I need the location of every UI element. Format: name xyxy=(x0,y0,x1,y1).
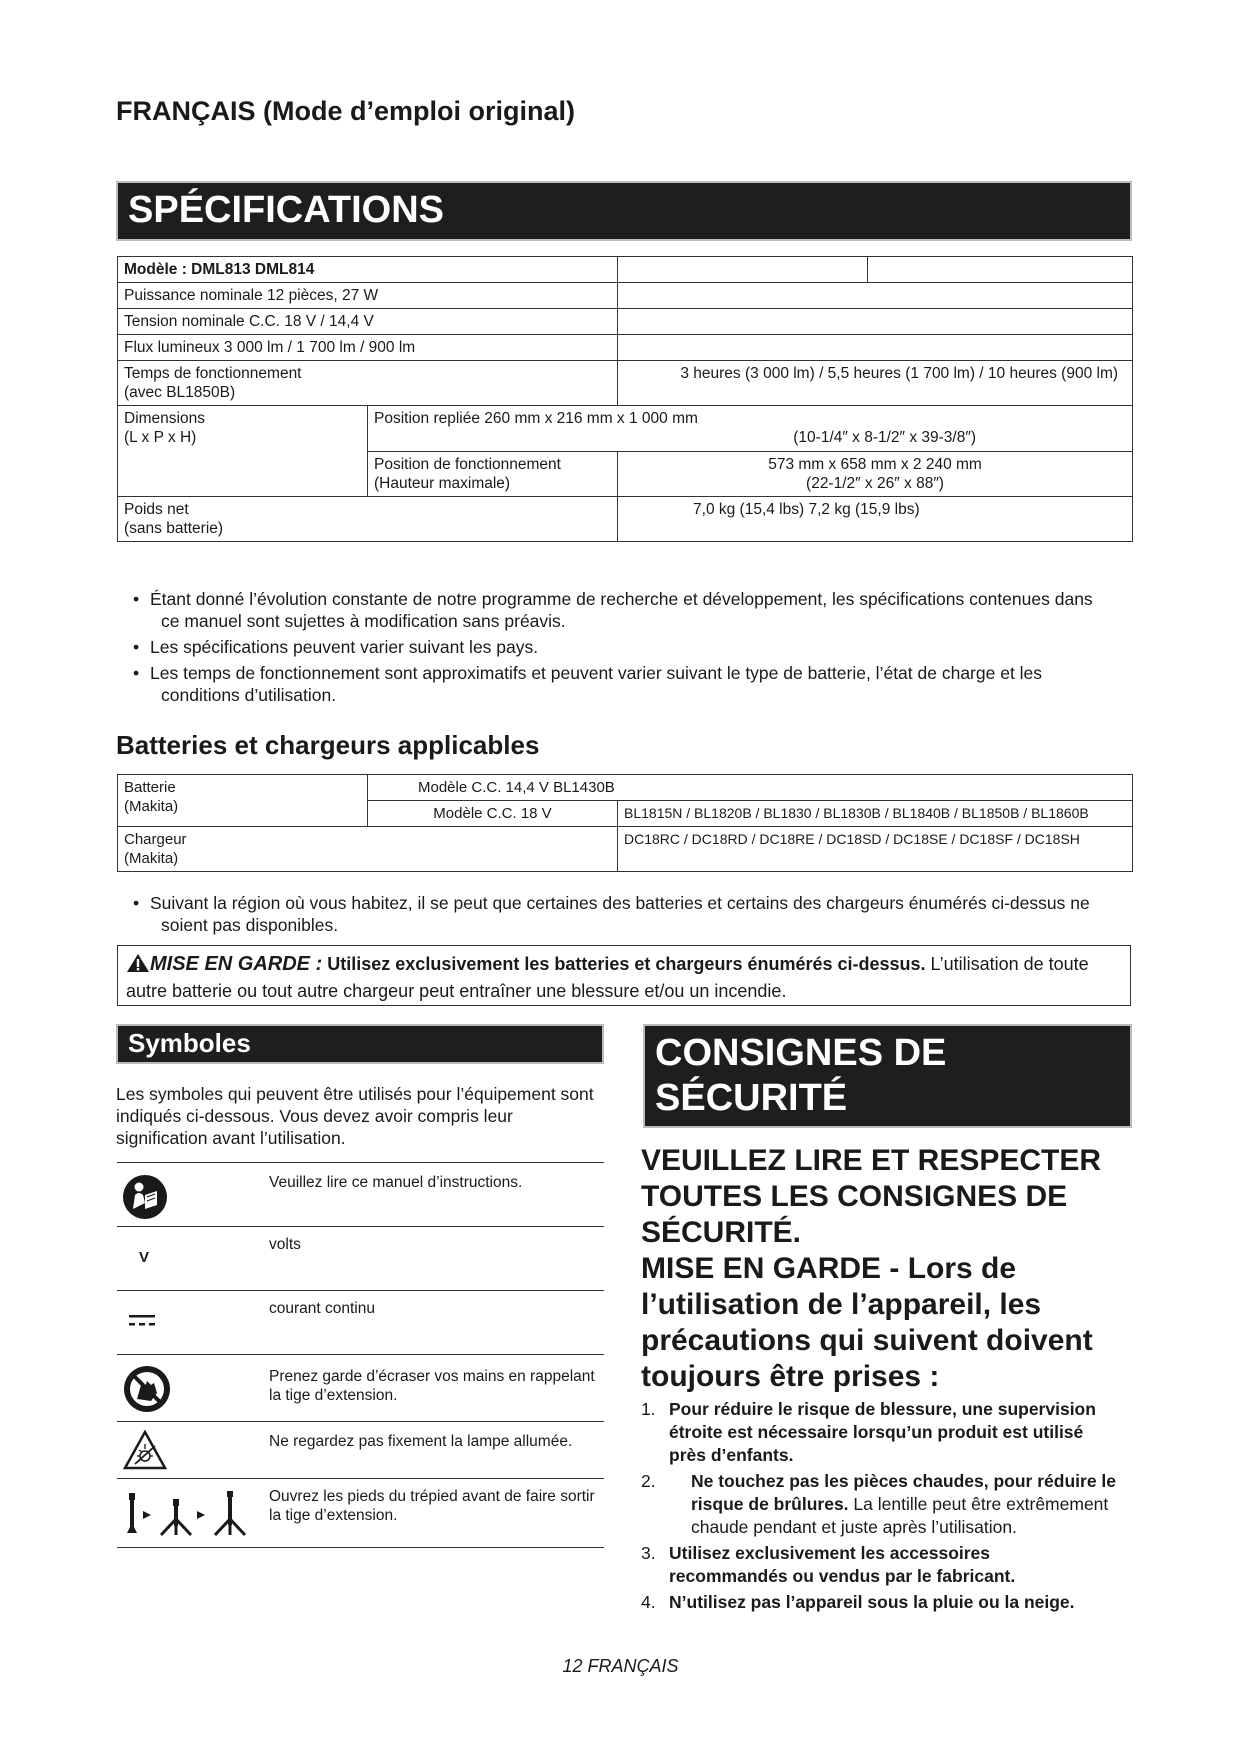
battery-label: Batterie xyxy=(124,779,176,796)
hand-crush-icon xyxy=(121,1363,173,1420)
symbol-row xyxy=(117,1479,604,1548)
spec-row-voltage xyxy=(118,309,1133,335)
spec-working-imperial: (22-1/2″ x 26″ x 88″) xyxy=(806,475,944,492)
direct-current-icon xyxy=(127,1313,157,1334)
charger-sublabel: (Makita) xyxy=(124,850,179,867)
symbol-text: Prenez garde d’écraser vos mains en rappelant la tige d’extension. xyxy=(269,1368,595,1404)
spec-runtime-sublabel: (avec BL1850B) xyxy=(124,384,236,401)
battery-dc18-models: BL1815N / BL1820B / BL1830 / BL1830B / BL1840B / BL1850B / BL1860B xyxy=(618,801,1133,827)
spec-folded-label: Position repliée 260 mm x 216 mm x 1 000 mm xyxy=(374,410,698,427)
safety-item-text: La lentille peut être extrêmement chaude pendant et juste après l’utilisation. xyxy=(691,1494,1109,1537)
spec-model-label: Modèle : DML813 DML814 xyxy=(118,257,618,283)
batteries-heading: Batteries et chargeurs applicables xyxy=(116,730,540,760)
read-all-heading: VEUILLEZ LIRE ET RESPECTER TOUTES LES CONSIGNES DE SÉCURITÉ. xyxy=(641,1144,1102,1249)
safety-item xyxy=(641,1591,1131,1614)
safety-item-bold: Utilisez exclusivement les accessoires recommandés ou vendus par le fabricant. xyxy=(669,1543,1016,1586)
spec-note: • Les spécifications peuvent varier suivant les pays. xyxy=(116,636,1116,658)
safety-item xyxy=(641,1398,1131,1467)
symbol-row xyxy=(117,1422,604,1479)
symbols-table xyxy=(117,1162,604,1548)
batteries-table xyxy=(117,774,1133,872)
safety-banner-line-1: CONSIGNES DE xyxy=(655,1032,947,1074)
battery-dc144: Modèle C.C. 14,4 V BL1430B xyxy=(368,775,1133,801)
spec-runtime-label: Temps de fonctionnement xyxy=(124,365,302,382)
spec-weight-value: 7,0 kg (15,4 lbs) 7,2 kg (15,9 lbs) xyxy=(618,497,1133,542)
spec-note: • Étant donné l’évolution constante de notre programme de recherche et développement, les spécifications contenues dans ce manuel sont sujettes à modification sans préavis. xyxy=(116,588,1116,632)
spec-folded-imperial: (10-1/4″ x 8-1/2″ x 39-3/8″) xyxy=(793,429,977,446)
spec-flux: Flux lumineux 3 000 lm / 1 700 lm / 900 lm xyxy=(118,335,618,361)
warning-triangle-icon xyxy=(126,953,150,979)
spec-weight-sublabel: (sans batterie) xyxy=(124,520,224,537)
symbol-row xyxy=(117,1163,604,1227)
symbol-text: volts xyxy=(269,1236,301,1253)
symbols-banner: Symboles xyxy=(116,1024,604,1064)
spec-dimensions-label: Dimensions xyxy=(124,410,205,427)
safety-item-number: 1. xyxy=(641,1399,656,1419)
spec-weight-label: Poids net xyxy=(124,501,189,518)
spec-notes-list xyxy=(116,588,1116,710)
spec-row-weight xyxy=(118,497,1133,542)
battery-sublabel: (Makita) xyxy=(124,798,179,815)
spec-note: • Les temps de fonctionnement sont approximatifs et peuvent varier suivant le type de batterie, l’état de charge et les conditions d’utilisation. xyxy=(116,662,1116,706)
symbol-text: Ouvrez les pieds du trépied avant de faire sortir la tige d’extension. xyxy=(269,1488,595,1524)
charger-label: Chargeur xyxy=(124,831,187,848)
spec-row-power xyxy=(118,283,1133,309)
spec-working-sublabel: (Hauteur maximale) xyxy=(374,475,511,492)
spec-runtime-value: 3 heures (3 000 lm) / 5,5 heures (1 700 lm) / 10 heures (900 lm) xyxy=(618,361,1133,406)
caution-label: MISE EN GARDE : xyxy=(150,953,323,975)
charger-models: DC18RC / DC18RD / DC18RE / DC18SD / DC18SE / DC18SF / DC18SH xyxy=(618,827,1133,872)
safety-item-number: 2. xyxy=(641,1471,656,1491)
caution-box xyxy=(117,945,1131,1006)
safety-list xyxy=(641,1398,1131,1617)
battery-dc18-label: Modèle C.C. 18 V xyxy=(368,801,618,827)
spec-voltage: Tension nominale C.C. 18 V / 14,4 V xyxy=(118,309,618,335)
spec-row-runtime xyxy=(118,361,1133,406)
symbol-text: courant continu xyxy=(269,1300,375,1317)
symbol-row xyxy=(117,1355,604,1422)
spec-dimensions-sublabel: (L x P x H) xyxy=(124,429,197,446)
safety-item-bold: Ne touchez pas les pièces chaudes, pour réduire le risque de brûlures. xyxy=(691,1471,1117,1514)
spec-row-dimensions xyxy=(118,406,1133,452)
specifications-banner: SPÉCIFICATIONS xyxy=(116,181,1132,241)
safety-headings xyxy=(641,1143,1131,1395)
volts-icon: V xyxy=(139,1249,150,1266)
safety-banner xyxy=(643,1024,1132,1128)
battery-row-144 xyxy=(118,775,1133,801)
safety-banner-line-2: SÉCURITÉ xyxy=(655,1077,848,1119)
caution-bold-text: Utilisez exclusivement les batteries et chargeurs énumérés ci-dessus. xyxy=(327,954,926,974)
symbol-row xyxy=(117,1291,604,1355)
spec-row-model xyxy=(118,257,1133,283)
spec-power: Puissance nominale 12 pièces, 27 W xyxy=(118,283,618,309)
safety-item xyxy=(641,1542,1131,1588)
safety-item-bold: Pour réduire le risque de blessure, une supervision étroite est nécessaire lorsqu’un produit est utilisé près d’enfants. xyxy=(669,1399,1096,1465)
safety-item-bold: N’utilisez pas l’appareil sous la pluie ou la neige. xyxy=(669,1592,1075,1612)
safety-item-number: 4. xyxy=(641,1592,656,1612)
safety-item-number: 3. xyxy=(641,1543,656,1563)
spec-row-flux xyxy=(118,335,1133,361)
caution-text: L’utilisation de toute autre batterie ou tout autre chargeur peut entraîner une blessure et/ou un incendie. xyxy=(126,954,1089,1001)
symbol-text: Veuillez lire ce manuel d’instructions. xyxy=(269,1174,523,1191)
safety-item xyxy=(641,1470,1131,1539)
read-manual-icon xyxy=(121,1173,169,1226)
page-language-title: FRANÇAIS (Mode d’emploi original) xyxy=(116,96,575,126)
charger-row xyxy=(118,827,1133,872)
tripod-legs-icon xyxy=(121,1489,251,1544)
battery-note: • Suivant la région où vous habitez, il se peut que certaines des batteries et certains des chargeurs énumérés ci-dessus ne soient pas disponibles. xyxy=(116,892,1116,936)
symbol-text: Ne regardez pas fixement la lampe allumée. xyxy=(269,1433,573,1450)
symbols-intro: Les symboles qui peuvent être utilisés pour l’équipement sont indiqués ci-dessous. Vous devez avoir compris leur signification avant l’utilisation. xyxy=(116,1084,594,1148)
spec-working-metric: 573 mm x 658 mm x 2 240 mm xyxy=(768,456,982,473)
symbol-row xyxy=(117,1227,604,1291)
battery-notes-list xyxy=(116,892,1116,940)
spec-working-label: Position de fonctionnement xyxy=(374,456,561,473)
page-footer: 12 FRANÇAIS xyxy=(562,1656,679,1676)
safety-warning-heading: MISE EN GARDE - Lors de l’utilisation de l’appareil, les précautions qui suivent doivent toujours être prises : xyxy=(641,1252,1093,1393)
do-not-stare-icon xyxy=(123,1430,167,1475)
specifications-table xyxy=(117,256,1133,542)
